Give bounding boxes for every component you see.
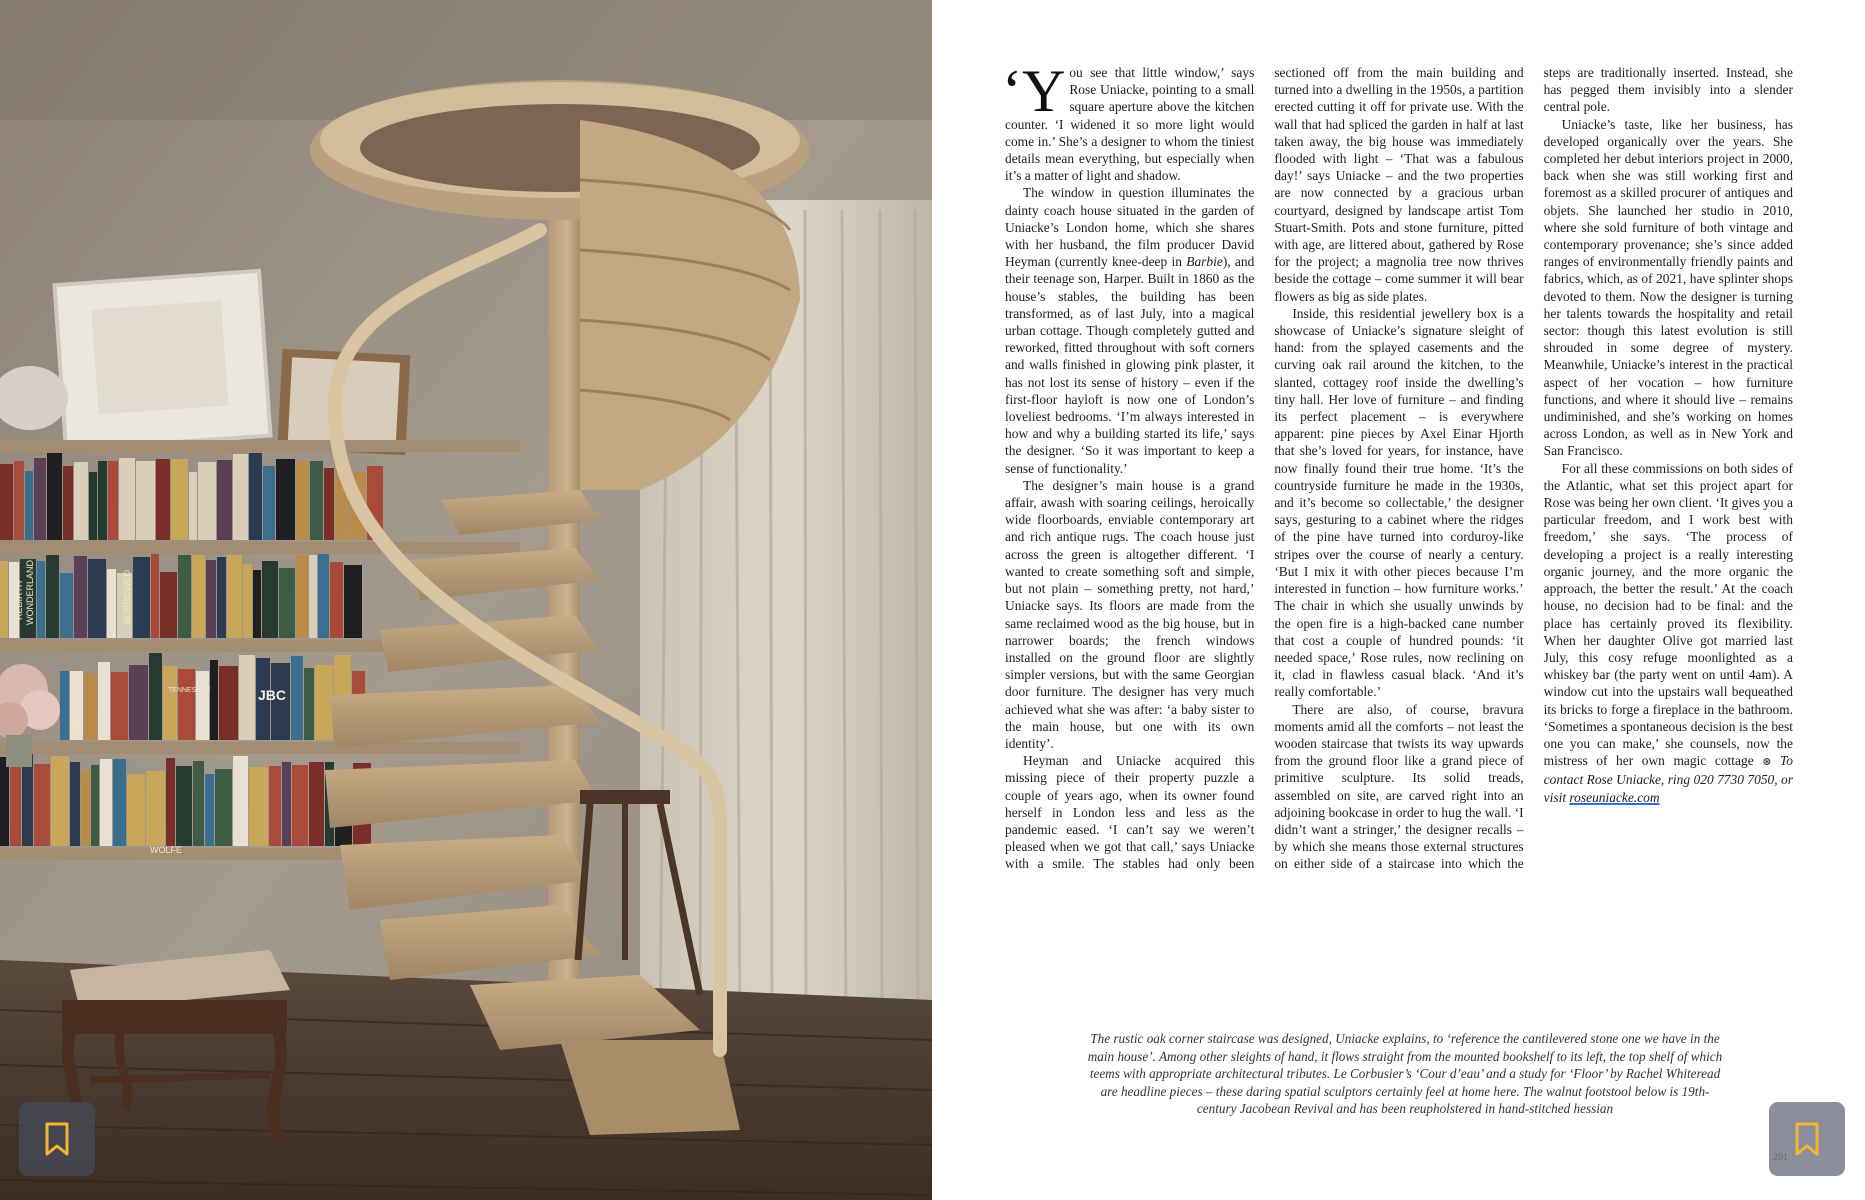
book [219,666,238,740]
book [34,458,46,540]
book-spine-text: AREA [72,710,82,735]
article-paragraph: Inside, this residential jewellery box is a showcase of Uniacke’s signature sleight of hand: from the splayed casements and the curving oak rail around the kitchen, to the slanted, cottagey roof inside the dwelling’s tiny hall. Her love of furniture – and finding its perfect placement – is everywhere apparent: pine pieces by Axel Einar Hjorth that she’s loved for years, for instance, have now finally found their true home. ‘It’s the countryside furniture he made in the 1930s, and it’s become so collectable,’ the designer says, gesturing to a cabinet where the ridges of the pine have turned into corduroy-like stripes over the course of nearly a century. ‘But I mix it with other pieces because I’m interested in function – how furniture works.’ The chair in which she usually unwinds by the open fire is a high-backed cane number that cost a couple of hundred pounds: ‘it needed space,’ Rose rules, now reclining on it, clad in flawless casual black. ‘And it’s really comfortable.’ [1274,305,1524,700]
book [309,555,317,638]
bookmark-icon [1792,1121,1822,1157]
bookmark-icon [42,1121,72,1157]
book-spine-text: BORROWED [122,570,132,624]
book [149,653,162,740]
book [160,572,177,638]
book [84,673,97,740]
book [133,557,150,638]
book [324,468,334,540]
book [146,771,165,846]
bookmark-button-right[interactable] [1769,1102,1845,1176]
book [189,472,197,540]
article-paragraph: Uniacke’s taste, like her business, has developed organically over the years. She completed her debut interiors project in 2000, back when she was still working first and foremost as a skilled procurer of antiques and objets. She launched her studio in 2010, where she sold furniture of both vintage and contemporary provenance; she’s since added ranges of environmentally friendly paints and fabrics, which, as of 2021, have splinter shops devoted to them. Now the designer is turning her talents towards the hospitality and retail sector: though this latest evolution is still shrouded in some degree of mystery. Meanwhile, Uniacke’s interest in the practical aspect of her vocation – how furniture functions, and where it should live – remains undiminished, and she’s working on homes across London, as well as in New York and San Francisco. [1543,116,1793,459]
book [88,559,106,638]
book [81,770,90,846]
book [10,762,21,846]
book [47,453,62,540]
book-spine-text: REBIRTH [14,580,24,620]
page-number: 201 [1773,1152,1788,1163]
book [111,672,128,740]
book [178,555,191,638]
book [243,564,252,638]
book [192,555,205,638]
book [233,756,248,846]
book [129,665,148,740]
book [196,671,209,740]
article-paragraph: The window in question illuminates the dainty coach house situated in the garden of Uniacke’s London home, which she shares with her husband, the film producer David Heyman (currently knee-deep in Barbie), and their teenage son, Harper. Built in 1860 as the house’s stables, the building has been transformed, as of last July, into a magical urban cottage. Though completely gutted and reworked, fitted throughout with soft corners and walls finished in glowing pink plaster, it has not lost its sense of history – even if the first-floor hayloft is now one of London’s loveliest bedrooms. ‘I’m always interested in how and why a building started its life,’ says the designer. ‘So it was important to keep a sense of functionality.’ [1005,185,1255,476]
book [14,461,24,540]
book [89,472,97,540]
book [108,461,118,540]
article-paragraph: There are also, of course, bravura moments amid all the comforts – not least the wooden staircase that twists its way upwards from the ground floor like a grand piece of primitive sculpture. Its solid treads, assembled on site, are carved right into an adjoining bookcase in order to hug the wall. ‘I didn’t want a stringer,’ the designer recalls – by which she means those external structures on either side of a staircase into which the steps are traditionally inserted. Instead, she has pegged them invisibly into a slender central pole. [1274,65,1793,872]
book [34,764,50,846]
book [70,762,80,846]
book [107,569,116,638]
book [166,758,175,846]
book [171,459,188,540]
book [63,466,73,540]
book [193,761,204,846]
book [0,757,9,846]
book [217,557,226,638]
book [249,767,268,846]
book [249,453,262,540]
contact-info: To contact Rose Uniacke, ring 020 7730 7050, or visit [1543,753,1793,805]
book [205,774,214,846]
book [296,555,308,638]
book [276,459,295,540]
bookmark-button-left[interactable] [19,1102,95,1176]
book-spine-text: WONDERLAND [25,559,35,625]
website-link[interactable]: roseuniacke.com [1569,789,1660,805]
book [163,666,177,740]
book [263,466,275,540]
book [74,556,87,638]
book [227,555,242,638]
book [206,560,216,638]
drop-cap: ‘Y [1002,58,1066,124]
book [217,460,232,540]
book [60,671,69,740]
book [113,759,126,846]
book [156,459,170,540]
book [296,461,309,540]
book [176,766,192,846]
book [22,754,33,846]
book [46,555,59,638]
book [215,769,232,846]
book [0,464,13,540]
book [279,568,295,638]
book-spine-text: JBC [258,687,287,703]
book [330,562,343,638]
book [315,665,333,740]
book [309,762,324,846]
book [60,573,73,638]
book [98,461,107,540]
article-body [1002,58,1793,876]
book [51,756,69,846]
book [178,669,195,740]
book [25,471,33,540]
book [37,561,45,638]
book [210,660,218,740]
book [91,765,99,846]
book-spine-text: WOLFE [150,845,183,855]
book [151,554,159,638]
end-mark: ⊛ [1762,756,1772,769]
book [0,561,8,638]
book [318,554,329,638]
film-title: Barbie [1186,254,1223,270]
book [98,662,110,740]
article-paragraph: For all these commissions on both sides of the Atlantic, what set this project apart for Rose was being her own client. ‘It gives you a particular freedom, and I work best with freedom,’ she says. ‘The process of developing a project is a really interesting organic journey, and the more organic the approach, the better the result.’ At the coach house, no decision had to be final: and the place has certainly proved its flexibility. When her daughter Olive got married last July, this cosy refuge moonlighted as a whiskey bar (the party went on until 4am). A window cut into the upstairs wall bequeathed its bricks to forge a fireplace in the bathroom. ‘Sometimes a spontaneous decision is the best one you can make,’ she counsels, now the mistress of her own magic cottage ⊛ To contact Rose Uniacke, ring 020 7730 7050, or visit roseuniacke.com [1543,460,1793,805]
book [127,774,145,846]
article-paragraph: Heyman and Uniacke acquired this missing piece of their property puzzle a couple of years ago, when its owner found herself in London less and less as the pandemic eased. ‘I can’t say we weren’t pleased when we got that call,’ says Uniacke with a smile. The stables had only been sectioned off from the main building and turned into a dwelling in the 1950s, a partition erected cutting it off for private use. With the wall that had spliced the garden in half at last taken away, the big house was immediately flooded with light – ‘That was a fabulous day!’ says Uniacke – and the two properties are now connected by a gracious urban courtyard, designed by landscape artist Tom Stuart-Smith. Pots and stone furniture, pitted with age, are littered about, gathered by Rose for the project; a magnolia tree now thrives beside the cottage – come summer it will bear flowers as big as side plates. [1005,65,1524,872]
book [304,668,314,740]
book [253,570,261,638]
book [344,565,362,638]
book [74,462,88,540]
photograph-spiral-staircase [0,0,932,1200]
book [292,765,308,846]
book [119,458,135,540]
book [136,461,155,540]
book [100,759,112,846]
article-paragraph: ‘You see that little window,’ says Rose Uniacke, pointing to a small square aperture above the kitchen counter. ‘I widened it so more light would come in.’ She’s a designer to whom the tiniest details mean everything, but especially when it’s a matter of light and shadow. [1002,58,1255,184]
photo-caption: The rustic oak corner staircase was designed, Uniacke explains, to ‘reference the cantilevered stone one we have in the main house’. Among other sleights of hand, it flows straight from the mounted bookshelf to its left, the top shelf of which teems with appropriate architectural tributes. Le Corbusier’s ‘Cour d’eau’ and a study for ‘Floor’ by Rachel Whiteread are headline pieces – these daring spatial sculptors certainly feel at home here. The walnut footstool below is 19th-century Jacobean Revival and has been reupholstered in hand-stitched hessian [1087,1031,1723,1117]
book-spine-text: TENNESSEE [168,687,211,694]
book [291,656,303,740]
book [282,762,291,846]
book [310,461,323,540]
book [269,766,281,846]
book [233,454,248,540]
book [239,655,255,740]
article-paragraph: The designer’s main house is a grand affair, awash with soaring ceilings, heroically wide floorboards, enviable contemporary art and rich antique rugs. The coach house just across the green is altogether different. ‘I wanted to create something soft and simple, but not plain – something pretty, not hard,’ Uniacke says. Its floors are made from the same reclaimed wood as the big house, but in narrower boards; the french windows installed on the ground floor are slightly simpler versions, but with the same Georgian door furniture. The designer has very much achieved what she was after: ‘a baby sister to the main house, but one with its own identity’. [1005,477,1255,751]
book [198,462,216,540]
book [262,561,278,638]
